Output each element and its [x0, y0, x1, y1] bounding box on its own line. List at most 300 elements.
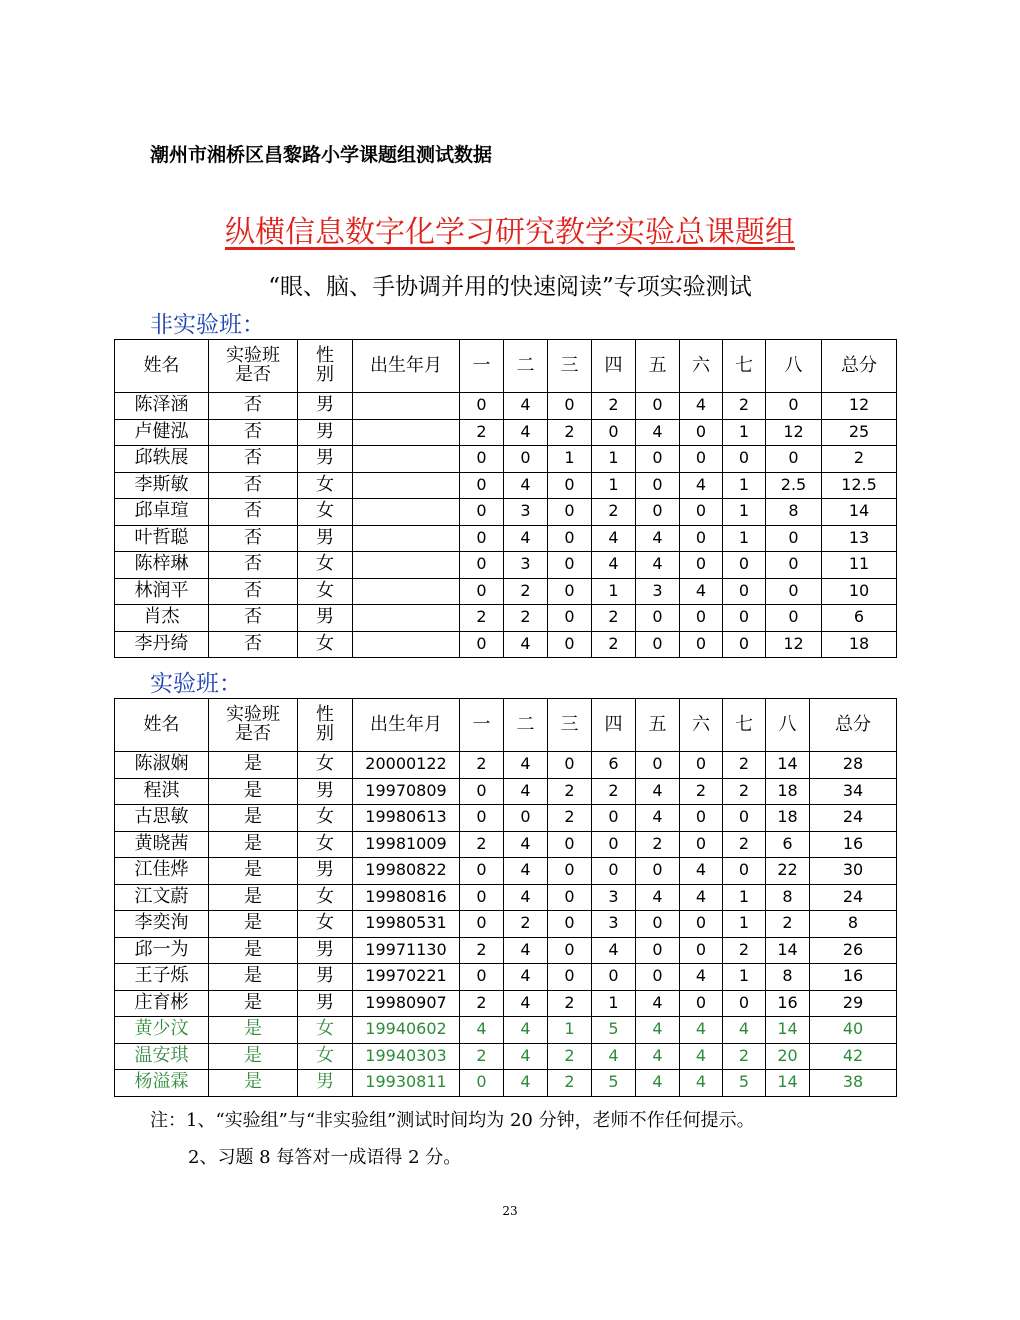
- table-cell: 是: [209, 1070, 298, 1097]
- table-cell: 8: [766, 964, 810, 991]
- table-cell: 0: [636, 752, 680, 779]
- table-cell: 4: [504, 778, 548, 805]
- table-row: [115, 525, 897, 552]
- table-cell: 0: [460, 578, 504, 605]
- table-cell: 0: [636, 605, 680, 632]
- table-cell: 0: [504, 446, 548, 473]
- table-cell: [353, 525, 460, 552]
- table-cell: 是: [209, 937, 298, 964]
- table-cell: 邱轶展: [115, 446, 209, 473]
- table-row: [115, 778, 897, 805]
- table-cell: 0: [548, 552, 592, 579]
- table-cell: [353, 552, 460, 579]
- table-cell: 0: [766, 605, 822, 632]
- table-cell: 女: [298, 1017, 353, 1044]
- table-cell: 0: [680, 990, 723, 1017]
- column-header: 八: [766, 340, 822, 393]
- table-cell: 2: [460, 1043, 504, 1070]
- table-cell: 0: [680, 419, 723, 446]
- table-cell: 12: [766, 631, 822, 658]
- table-cell: 0: [636, 446, 680, 473]
- table-row: [115, 1017, 897, 1044]
- table-cell: 4: [504, 831, 548, 858]
- table-cell: 4: [636, 1043, 680, 1070]
- table-cell: 4: [504, 631, 548, 658]
- table-cell: 6: [592, 752, 636, 779]
- table-cell: 0: [548, 884, 592, 911]
- table-cell: 14: [766, 752, 810, 779]
- table-cell: 19940303: [353, 1043, 460, 1070]
- table-cell: 4: [680, 964, 723, 991]
- table-cell: 0: [504, 805, 548, 832]
- column-header: 实验班 是否: [209, 699, 298, 752]
- column-header: 七: [723, 340, 766, 393]
- table-cell: 8: [810, 911, 897, 938]
- table-cell: 0: [680, 752, 723, 779]
- table-cell: 0: [766, 446, 822, 473]
- table-cell: 1: [592, 446, 636, 473]
- table-cell: 叶哲聪: [115, 525, 209, 552]
- table-cell: 18: [766, 778, 810, 805]
- table-cell: 0: [460, 964, 504, 991]
- column-header: 出生年月: [353, 340, 460, 393]
- column-header: 总分: [822, 340, 897, 393]
- table-cell: 0: [723, 631, 766, 658]
- table-cell: [353, 419, 460, 446]
- table-cell: 是: [209, 884, 298, 911]
- table-cell: 4: [680, 1070, 723, 1097]
- table-cell: 温安琪: [115, 1043, 209, 1070]
- table-cell: 19981009: [353, 831, 460, 858]
- table-cell: 是: [209, 805, 298, 832]
- table-cell: 20: [766, 1043, 810, 1070]
- table-cell: 2: [460, 605, 504, 632]
- table-row: [115, 446, 897, 473]
- table-cell: 0: [460, 1070, 504, 1097]
- table-cell: 0: [460, 631, 504, 658]
- table-cell: 0: [680, 831, 723, 858]
- column-header: 总分: [810, 699, 897, 752]
- table-cell: 2: [723, 937, 766, 964]
- table-cell: 26: [810, 937, 897, 964]
- table-cell: 0: [680, 937, 723, 964]
- table-cell: 2: [592, 499, 636, 526]
- table-cell: 是: [209, 1043, 298, 1070]
- subtitle: “眼、脑、手协调并用的快速阅读”专项实验测试: [268, 274, 752, 300]
- table-cell: 0: [680, 525, 723, 552]
- table-cell: 男: [298, 419, 353, 446]
- table-cell: 0: [548, 525, 592, 552]
- table-cell: 2: [460, 937, 504, 964]
- table-cell: 否: [209, 605, 298, 632]
- table-cell: 0: [723, 605, 766, 632]
- table-cell: 4: [636, 805, 680, 832]
- table-cell: 24: [810, 884, 897, 911]
- table-cell: 16: [766, 990, 810, 1017]
- table-cell: 34: [810, 778, 897, 805]
- table-cell: 2: [504, 911, 548, 938]
- table-cell: 4: [636, 1017, 680, 1044]
- table-cell: 4: [636, 525, 680, 552]
- table-cell: 是: [209, 1017, 298, 1044]
- table-cell: 0: [460, 805, 504, 832]
- page-number: 23: [502, 1204, 518, 1218]
- table-cell: 4: [680, 1017, 723, 1044]
- table-cell: 4: [592, 937, 636, 964]
- column-header: 七: [723, 699, 766, 752]
- table-cell: 0: [460, 911, 504, 938]
- table-cell: 19940602: [353, 1017, 460, 1044]
- table-cell: 4: [680, 1043, 723, 1070]
- table-cell: 4: [680, 472, 723, 499]
- table-cell: 16: [810, 964, 897, 991]
- table-cell: 否: [209, 631, 298, 658]
- table-cell: 2: [822, 446, 897, 473]
- table-cell: 19980531: [353, 911, 460, 938]
- table-cell: 19930811: [353, 1070, 460, 1097]
- table-cell: 19970221: [353, 964, 460, 991]
- table-cell: 1: [548, 446, 592, 473]
- table-cell: 杨溢霖: [115, 1070, 209, 1097]
- table-cell: 2: [460, 752, 504, 779]
- table-cell: 黄晓茜: [115, 831, 209, 858]
- column-header: 二: [504, 340, 548, 393]
- table-cell: 0: [592, 805, 636, 832]
- table-cell: 2: [460, 831, 504, 858]
- table-row: [115, 964, 897, 991]
- table-cell: 19980822: [353, 858, 460, 885]
- table-cell: 22: [766, 858, 810, 885]
- table-cell: 2: [548, 1043, 592, 1070]
- column-header: 六: [680, 699, 723, 752]
- table-cell: 否: [209, 419, 298, 446]
- table-cell: [353, 393, 460, 420]
- table-row: [115, 884, 897, 911]
- table-cell: 4: [592, 525, 636, 552]
- table-cell: 40: [810, 1017, 897, 1044]
- table-cell: 0: [680, 499, 723, 526]
- table-cell: 1: [592, 472, 636, 499]
- table-cell: 0: [723, 805, 766, 832]
- table-cell: 男: [298, 446, 353, 473]
- table-cell: 0: [592, 858, 636, 885]
- table-cell: 女: [298, 578, 353, 605]
- column-header: 四: [592, 340, 636, 393]
- table-row: [115, 831, 897, 858]
- table-cell: 19970809: [353, 778, 460, 805]
- table-cell: 男: [298, 858, 353, 885]
- table-cell: 0: [766, 552, 822, 579]
- table-cell: 28: [810, 752, 897, 779]
- table-cell: 16: [810, 831, 897, 858]
- table-cell: 4: [680, 578, 723, 605]
- table-cell: 2: [460, 990, 504, 1017]
- column-header: 五: [636, 699, 680, 752]
- table-cell: 4: [680, 884, 723, 911]
- column-header: 八: [766, 699, 810, 752]
- table-cell: 女: [298, 472, 353, 499]
- table-cell: 4: [504, 472, 548, 499]
- table-cell: 4: [680, 858, 723, 885]
- table-row: [115, 499, 897, 526]
- table-cell: 古思敏: [115, 805, 209, 832]
- table-cell: 1: [723, 964, 766, 991]
- table-cell: 0: [680, 631, 723, 658]
- table-cell: 4: [636, 990, 680, 1017]
- table-cell: 江佳烨: [115, 858, 209, 885]
- column-header: 性 别: [298, 699, 353, 752]
- table-cell: 否: [209, 552, 298, 579]
- table-cell: 2: [723, 831, 766, 858]
- table-cell: 0: [636, 631, 680, 658]
- table-cell: 0: [460, 884, 504, 911]
- table-cell: 8: [766, 499, 822, 526]
- table-cell: 0: [548, 472, 592, 499]
- table-cell: 男: [298, 605, 353, 632]
- table-cell: 否: [209, 446, 298, 473]
- column-header: 二: [504, 699, 548, 752]
- section-label-experimental: 实验班：: [150, 671, 242, 697]
- table-cell: 5: [723, 1070, 766, 1097]
- table-cell: 4: [680, 393, 723, 420]
- table-cell: 12: [822, 393, 897, 420]
- table-cell: 0: [592, 419, 636, 446]
- table-cell: 0: [723, 858, 766, 885]
- table-cell: 5: [592, 1017, 636, 1044]
- table-cell: 1: [723, 884, 766, 911]
- table-cell: 女: [298, 911, 353, 938]
- table-cell: 0: [548, 499, 592, 526]
- table-cell: 1: [723, 499, 766, 526]
- table-cell: 2: [548, 1070, 592, 1097]
- table-cell: 邱一为: [115, 937, 209, 964]
- table-cell: 0: [636, 964, 680, 991]
- table-cell: 4: [504, 419, 548, 446]
- table-cell: 4: [504, 525, 548, 552]
- table-cell: 是: [209, 752, 298, 779]
- table-cell: 0: [636, 499, 680, 526]
- table-cell: 30: [810, 858, 897, 885]
- table-cell: 18: [822, 631, 897, 658]
- table-cell: 女: [298, 552, 353, 579]
- table-row: [115, 472, 897, 499]
- note-2: 2、习题 8 每答对一成语得 2 分。: [188, 1147, 462, 1168]
- table-cell: 4: [504, 858, 548, 885]
- table-cell: 11: [822, 552, 897, 579]
- table-cell: 2: [723, 393, 766, 420]
- table-cell: 2: [680, 778, 723, 805]
- table-cell: 0: [460, 778, 504, 805]
- table-cell: 2: [548, 990, 592, 1017]
- table-cell: 男: [298, 1070, 353, 1097]
- table-row: [115, 578, 897, 605]
- table-row: [115, 805, 897, 832]
- table-cell: 4: [636, 1070, 680, 1097]
- table-row: [115, 605, 897, 632]
- table-row: [115, 631, 897, 658]
- column-header: 性 别: [298, 340, 353, 393]
- column-header: 五: [636, 340, 680, 393]
- table-cell: 4: [460, 1017, 504, 1044]
- table-cell: 0: [548, 631, 592, 658]
- table-cell: 3: [636, 578, 680, 605]
- table-cell: 0: [548, 911, 592, 938]
- table-cell: 4: [592, 552, 636, 579]
- table-cell: [353, 578, 460, 605]
- table-cell: 0: [723, 552, 766, 579]
- table-row: [115, 1070, 897, 1097]
- table-cell: 2: [548, 805, 592, 832]
- column-header: 出生年月: [353, 699, 460, 752]
- table-cell: 4: [504, 1043, 548, 1070]
- table-cell: 10: [822, 578, 897, 605]
- table-cell: 是: [209, 911, 298, 938]
- table-cell: 4: [636, 884, 680, 911]
- column-header: 三: [548, 699, 592, 752]
- table-cell: 女: [298, 499, 353, 526]
- table-cell: 1: [723, 911, 766, 938]
- table-cell: 女: [298, 884, 353, 911]
- table-cell: 是: [209, 858, 298, 885]
- table-cell: 女: [298, 752, 353, 779]
- table-cell: 肖杰: [115, 605, 209, 632]
- table-cell: 0: [636, 937, 680, 964]
- table-cell: 4: [504, 393, 548, 420]
- table-cell: 0: [548, 578, 592, 605]
- table-cell: 0: [460, 499, 504, 526]
- table-cell: 2: [460, 419, 504, 446]
- table-cell: 0: [592, 964, 636, 991]
- table-cell: 4: [504, 990, 548, 1017]
- table-cell: 程淇: [115, 778, 209, 805]
- table-cell: 3: [592, 911, 636, 938]
- table-cell: 0: [766, 578, 822, 605]
- table-cell: 4: [504, 937, 548, 964]
- table-cell: 3: [504, 499, 548, 526]
- table-cell: 0: [636, 472, 680, 499]
- table-cell: 8: [766, 884, 810, 911]
- table-cell: 19980907: [353, 990, 460, 1017]
- table-cell: 2: [548, 778, 592, 805]
- table-row: [115, 552, 897, 579]
- table-cell: 0: [460, 552, 504, 579]
- table-cell: 4: [636, 778, 680, 805]
- table-cell: 0: [680, 605, 723, 632]
- column-header: 四: [592, 699, 636, 752]
- table-cell: 0: [548, 858, 592, 885]
- table-cell: 否: [209, 472, 298, 499]
- table-cell: 1: [723, 472, 766, 499]
- table-cell: 0: [766, 525, 822, 552]
- column-header: 姓名: [115, 340, 209, 393]
- table-row: [115, 393, 897, 420]
- table-cell: 2: [592, 605, 636, 632]
- table-cell: 是: [209, 964, 298, 991]
- table-cell: 1: [592, 578, 636, 605]
- table-cell: 0: [680, 805, 723, 832]
- table-cell: 0: [548, 831, 592, 858]
- table-cell: 38: [810, 1070, 897, 1097]
- table-cell: 3: [504, 552, 548, 579]
- table-cell: 是: [209, 990, 298, 1017]
- table-cell: 1: [723, 525, 766, 552]
- table-cell: 0: [460, 393, 504, 420]
- table-cell: 4: [636, 552, 680, 579]
- table-cell: 否: [209, 499, 298, 526]
- table-cell: 陈泽涵: [115, 393, 209, 420]
- table-cell: 12.5: [822, 472, 897, 499]
- table-cell: 女: [298, 831, 353, 858]
- table-row: [115, 858, 897, 885]
- table-cell: 庄育彬: [115, 990, 209, 1017]
- table-cell: 2: [636, 831, 680, 858]
- table-cell: 卢健泓: [115, 419, 209, 446]
- section-label-non-experimental: 非实验班：: [150, 312, 265, 338]
- table-cell: 29: [810, 990, 897, 1017]
- table-cell: 2: [766, 911, 810, 938]
- table-cell: 4: [504, 884, 548, 911]
- note-1: 注：1、“实验组”与“非实验组”测试时间均为 20 分钟，老师不作任何提示。: [150, 1110, 755, 1131]
- table-cell: 13: [822, 525, 897, 552]
- table-row: [115, 419, 897, 446]
- table-cell: 20000122: [353, 752, 460, 779]
- table-row: [115, 752, 897, 779]
- table-cell: 0: [548, 605, 592, 632]
- header-institution: 潮州市湘桥区昌黎路小学课题组测试数据: [150, 144, 493, 166]
- table-cell: 0: [680, 446, 723, 473]
- table-cell: 25: [822, 419, 897, 446]
- table-cell: [353, 605, 460, 632]
- table-cell: 0: [680, 552, 723, 579]
- table-cell: 男: [298, 393, 353, 420]
- table-row: [115, 990, 897, 1017]
- table-cell: 李丹绮: [115, 631, 209, 658]
- table-cell: 5: [592, 1070, 636, 1097]
- table-cell: 2: [592, 393, 636, 420]
- table-cell: 0: [460, 525, 504, 552]
- table-cell: 4: [592, 1043, 636, 1070]
- table-cell: 否: [209, 525, 298, 552]
- table-cell: 4: [723, 1017, 766, 1044]
- table-cell: 19971130: [353, 937, 460, 964]
- table-cell: 林润平: [115, 578, 209, 605]
- table-row: [115, 937, 897, 964]
- table-cell: 女: [298, 631, 353, 658]
- table-cell: 0: [548, 752, 592, 779]
- table-cell: 2.5: [766, 472, 822, 499]
- table-cell: 19980816: [353, 884, 460, 911]
- table-cell: 女: [298, 805, 353, 832]
- table-cell: 女: [298, 1043, 353, 1070]
- table-cell: 0: [592, 831, 636, 858]
- table-cell: 是: [209, 831, 298, 858]
- table-cell: 24: [810, 805, 897, 832]
- table-cell: 男: [298, 990, 353, 1017]
- table-cell: 0: [548, 937, 592, 964]
- table-row: [115, 911, 897, 938]
- table-row: [115, 1043, 897, 1070]
- table-cell: 0: [460, 446, 504, 473]
- table-cell: 2: [592, 778, 636, 805]
- column-header: 姓名: [115, 699, 209, 752]
- table-cell: 0: [548, 393, 592, 420]
- column-header: 实验班 是否: [209, 340, 298, 393]
- table-cell: 0: [766, 393, 822, 420]
- table-cell: 0: [460, 858, 504, 885]
- table-cell: 6: [822, 605, 897, 632]
- table-cell: 3: [592, 884, 636, 911]
- table-cell: 江文蔚: [115, 884, 209, 911]
